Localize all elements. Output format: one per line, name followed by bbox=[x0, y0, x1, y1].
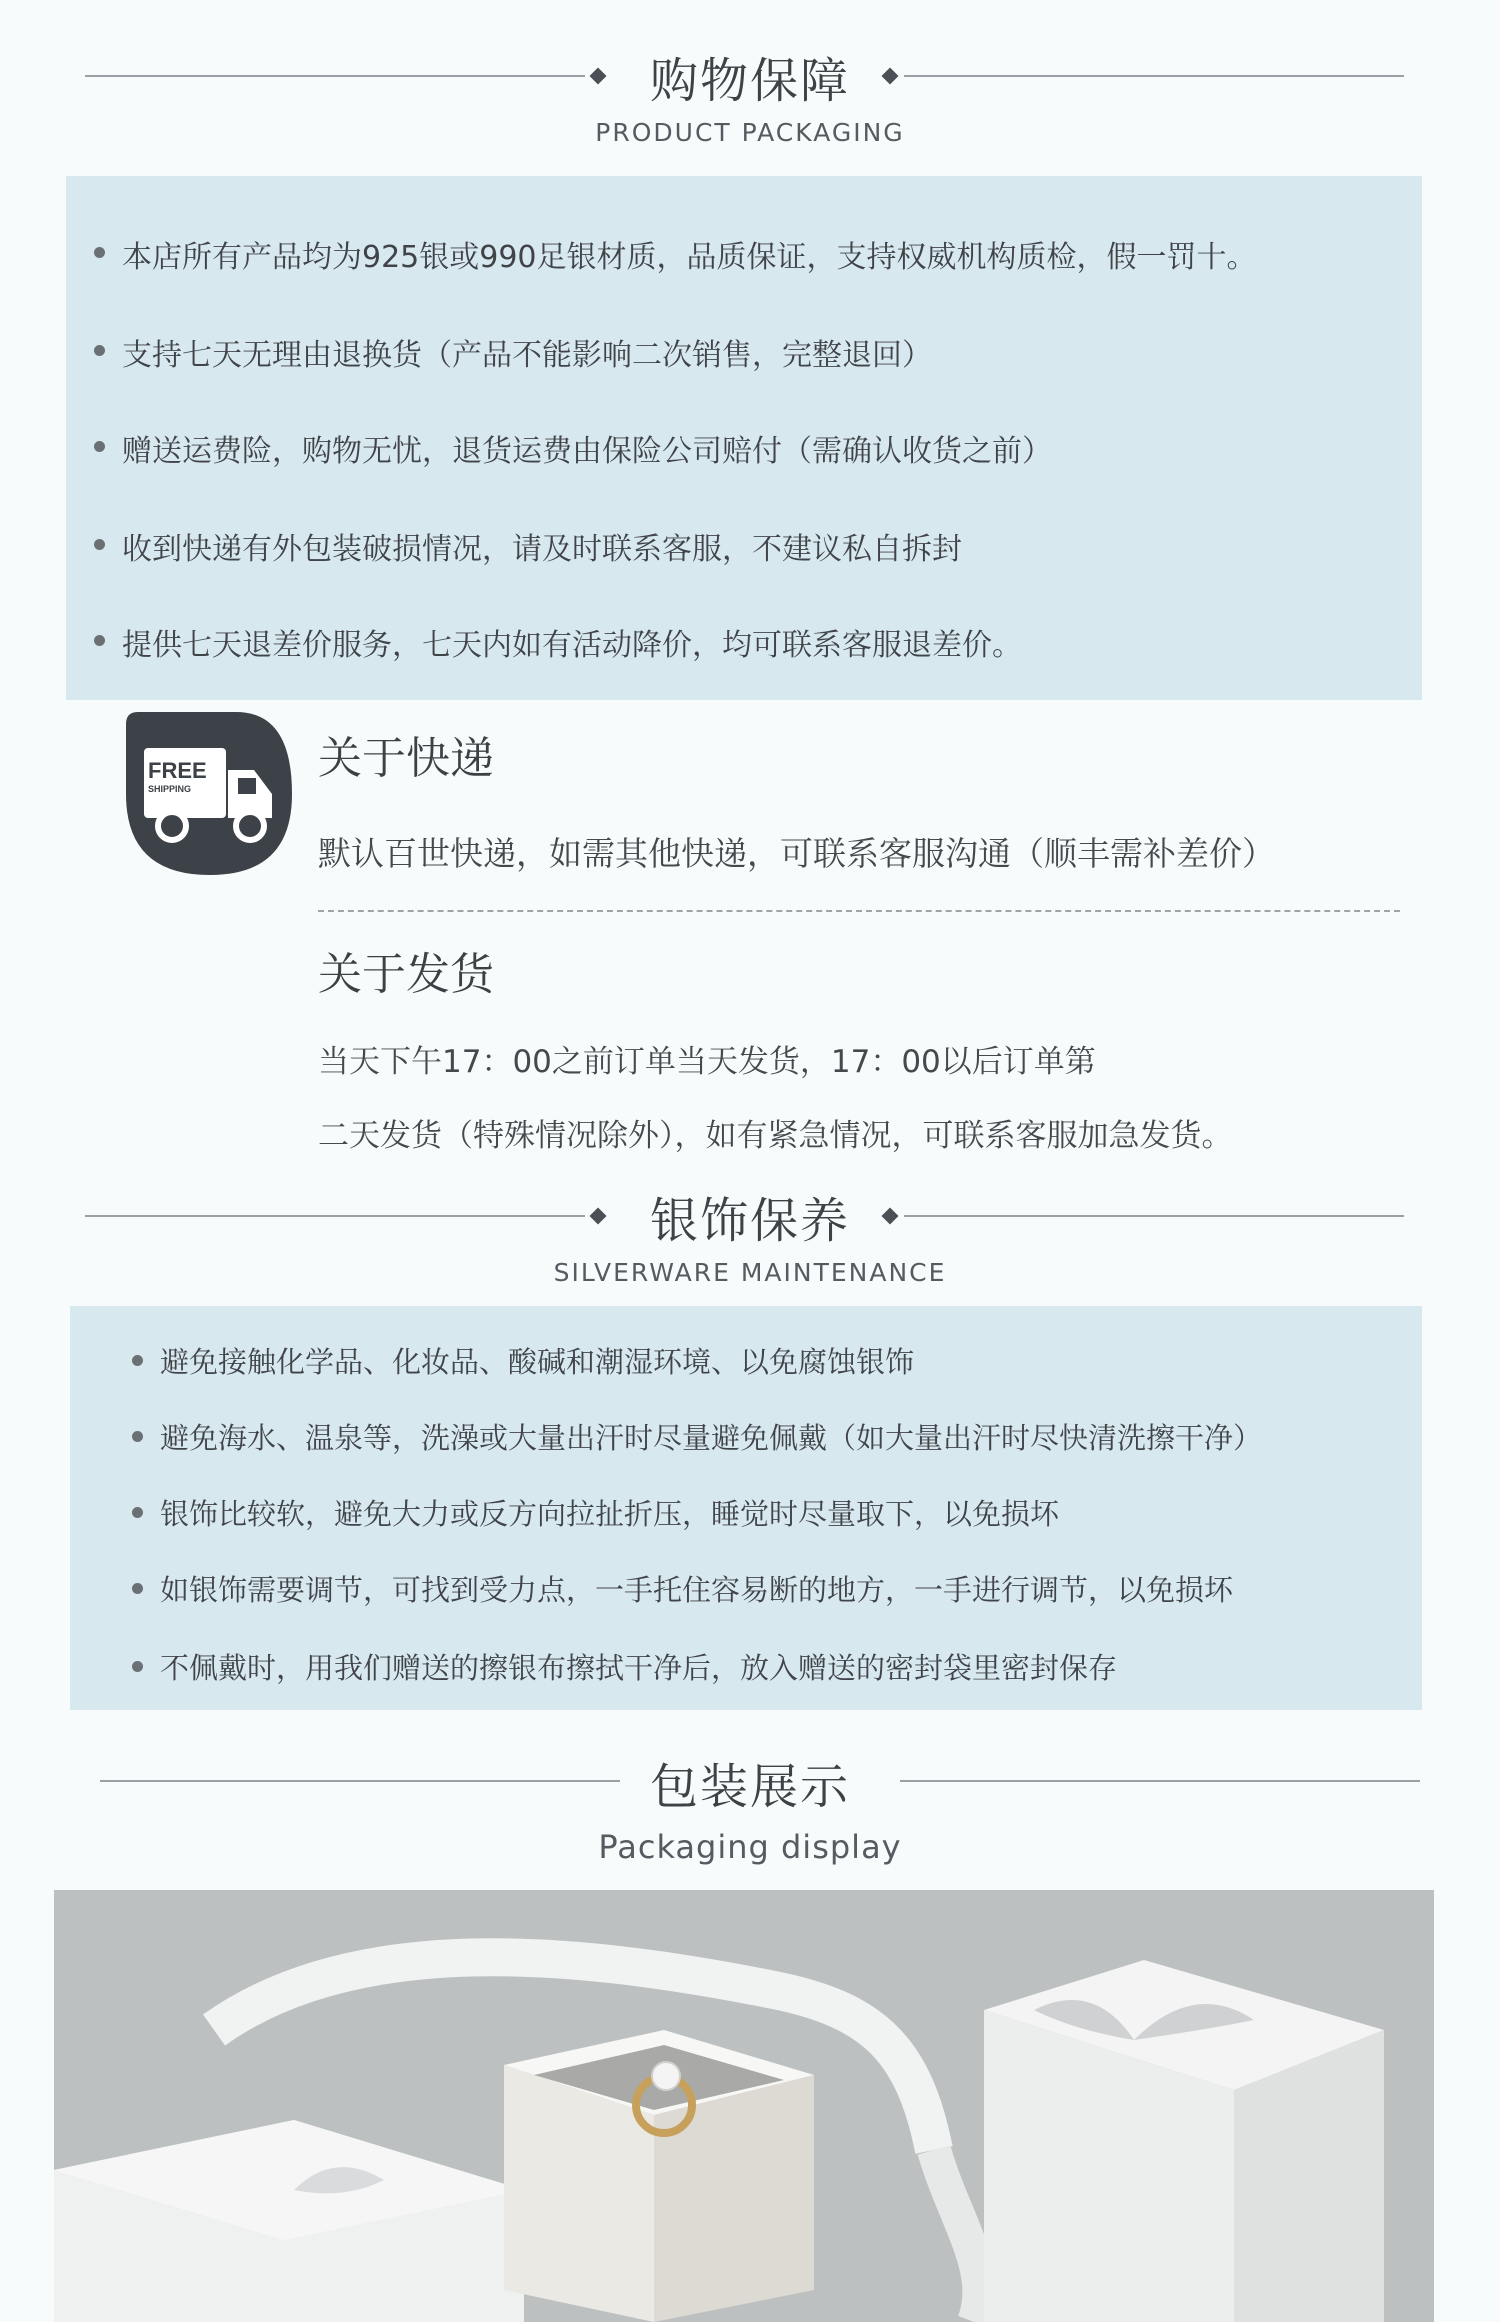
bullet-icon bbox=[132, 1355, 143, 1366]
delivery-title: 关于发货 bbox=[318, 949, 494, 1000]
bullet-icon bbox=[94, 635, 105, 646]
divider-line-right bbox=[904, 1215, 1404, 1217]
section-subtitle: PRODUCT PACKAGING bbox=[595, 118, 905, 147]
divider-line-right bbox=[900, 1780, 1420, 1782]
packaging-photo bbox=[54, 1890, 1434, 2322]
section-subtitle: SILVERWARE MAINTENANCE bbox=[553, 1258, 947, 1287]
bullet-icon bbox=[132, 1507, 143, 1518]
delivery-line-2: 二天发货（特殊情况除外），如有紧急情况，可联系客服加急发货。 bbox=[318, 1118, 1233, 1154]
bullet-icon bbox=[132, 1431, 143, 1442]
section-subtitle: Packaging display bbox=[598, 1828, 902, 1866]
bullet-icon bbox=[132, 1661, 143, 1672]
bullet-icon bbox=[94, 441, 105, 452]
express-title: 关于快递 bbox=[318, 733, 494, 784]
section-title: 包装展示 bbox=[649, 1759, 850, 1815]
shipping-label: SHIPPING bbox=[148, 784, 192, 794]
shopping-guarantee-header bbox=[0, 30, 1500, 150]
free-shipping-truck-icon bbox=[126, 712, 292, 875]
maintenance-header bbox=[0, 1170, 1500, 1290]
bullet-icon bbox=[94, 247, 105, 258]
free-label: FREE bbox=[148, 758, 207, 783]
bullet-icon bbox=[94, 345, 105, 356]
bullet-icon bbox=[132, 1583, 143, 1594]
dashed-divider bbox=[318, 910, 1400, 912]
section-title: 购物保障 bbox=[649, 53, 850, 109]
delivery-line-1: 当天下午17：00之前订单当天发货，17：00以后订单第 bbox=[318, 1044, 1096, 1080]
guarantee-panel: 本店所有产品均为925银或990足银材质，品质保证，支持权威机构质检，假一罚十。 支持七天无理由退换货（产品不能影响二次销售，完整退回） 赠送运费险，购物无忧，退货运费由保险公司赔付（需确认收货之前） 收到快递有外包装破损情况，请及时联系客服，不建议私自拆封 提供七天退差价服务，七天内如有活动降价，均可联系客服退差价。 bbox=[66, 176, 1422, 700]
divider-line-right bbox=[904, 75, 1404, 77]
bullet-icon bbox=[94, 539, 105, 550]
packaging-header bbox=[0, 1740, 1500, 1870]
maintenance-panel: 避免接触化学品、化妆品、酸碱和潮湿环境、以免腐蚀银饰 避免海水、温泉等，洗澡或大量出汗时尽量避免佩戴（如大量出汗时尽快清洗擦干净） 银饰比较软，避免大力或反方向拉扯折压，睡觉时尽量取下，以免损坏 如银饰需要调节，可找到受力点，一手托住容易断的地方，一手进行调节，以免损坏 不佩戴时，用我们赠送的擦银布擦拭干净后，放入赠送的密封袋里密封保存 bbox=[70, 1306, 1422, 1710]
express-text: 默认百世快递，如需其他快递，可联系客服沟通（顺丰需补差价） bbox=[318, 834, 1275, 873]
section-title: 银饰保养 bbox=[649, 1193, 850, 1249]
